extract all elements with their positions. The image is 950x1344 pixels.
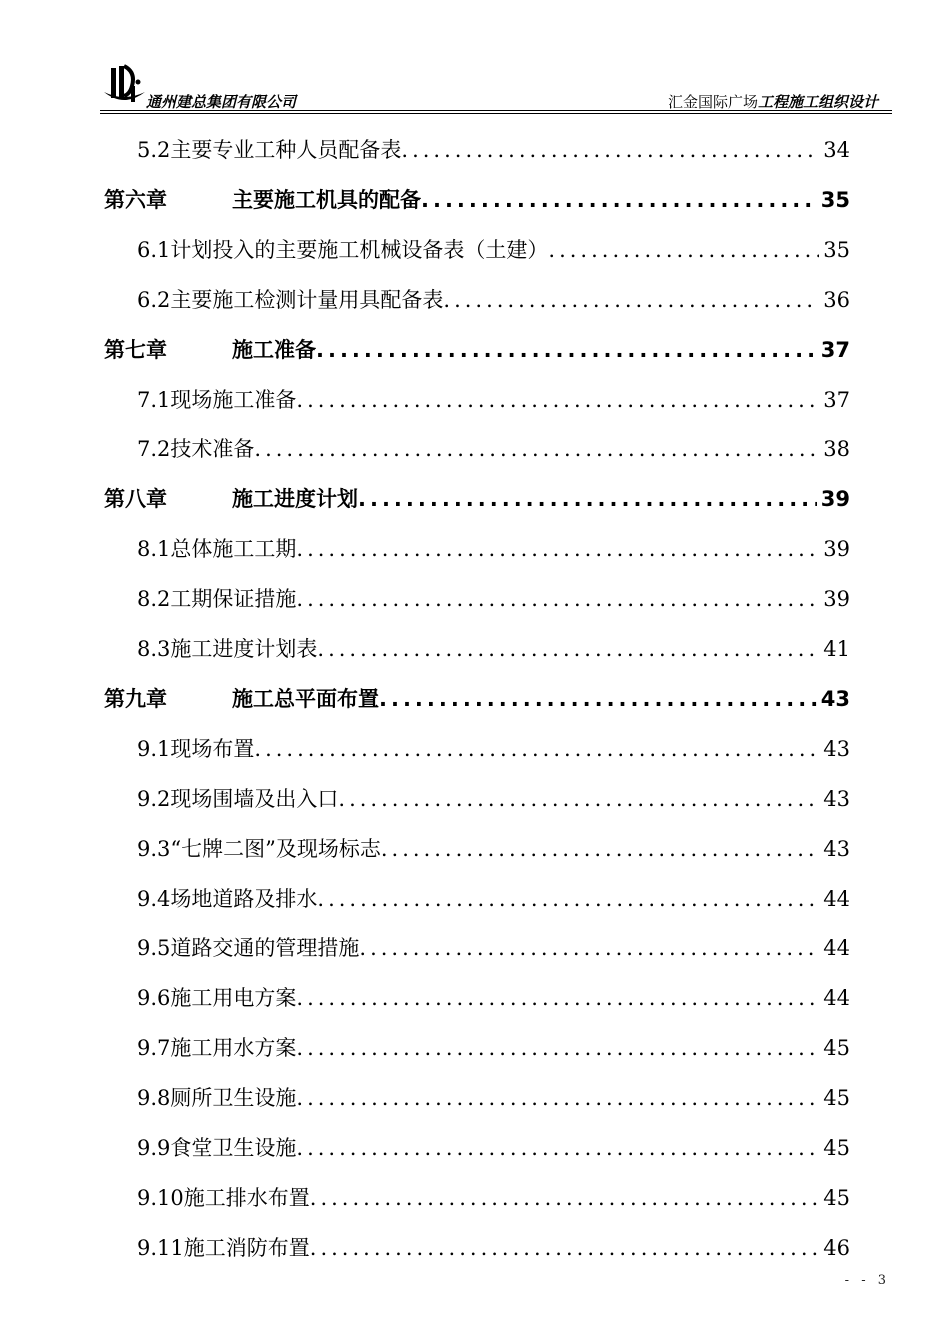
toc-page-number: 45 (823, 1136, 850, 1160)
toc-chapter-number: 第八章 (104, 487, 167, 511)
toc-dot-leader (317, 634, 819, 664)
toc-dot-leader (296, 983, 819, 1013)
toc-page-number: 43 (820, 687, 850, 711)
document-title (668, 91, 878, 112)
header-rule-thin (100, 113, 892, 114)
toc-section-entry[interactable] (137, 1179, 850, 1213)
toc-entry-title: 主要施工机具的配备 (232, 188, 421, 212)
document-type: 工程施工组织设计 (757, 93, 878, 111)
toc-chapter-number: 第六章 (104, 188, 167, 212)
toc-dot-leader (296, 1133, 819, 1163)
toc-page-number: 35 (823, 238, 850, 262)
toc-section-entry[interactable] (137, 780, 850, 814)
toc-page-number: 43 (823, 737, 850, 761)
toc-section-entry[interactable] (137, 880, 850, 914)
toc-section-entry[interactable] (137, 131, 850, 165)
toc-entry-title: 施工进度计划 (232, 487, 358, 511)
toc-chapter-entry[interactable] (104, 181, 850, 215)
toc-chapter-number: 第九章 (104, 687, 167, 711)
toc-entry-title: 8.1总体施工工期 (137, 537, 297, 561)
toc-entry-title: 9.7施工用水方案 (137, 1036, 297, 1060)
toc-dot-leader (296, 1083, 819, 1113)
toc-dot-leader (254, 734, 819, 764)
toc-dot-leader (254, 434, 819, 464)
toc-section-entry[interactable] (137, 1029, 850, 1063)
toc-page-number: 44 (823, 936, 850, 960)
toc-chapter-entry[interactable] (104, 480, 850, 514)
toc-entry-title: 9.3“七牌二图”及现场标志 (137, 837, 381, 861)
toc-dot-leader (310, 1183, 820, 1213)
toc-chapter-entry[interactable] (104, 331, 850, 365)
toc-entry-title: 9.6施工用电方案 (137, 986, 297, 1010)
toc-dot-leader (316, 335, 817, 365)
header-rule (100, 110, 892, 111)
toc-section-entry[interactable] (137, 730, 850, 764)
page-number: - - 3 (844, 1273, 890, 1288)
toc-page-number: 39 (820, 487, 850, 511)
toc-entry-title: 9.1现场布置 (137, 737, 255, 761)
toc-section-entry[interactable] (137, 281, 850, 315)
toc-page-number: 37 (820, 338, 850, 362)
toc-page-number: 39 (823, 587, 850, 611)
toc-entry-title: 5.2主要专业工种人员配备表 (137, 138, 402, 162)
toc-dot-leader (443, 285, 819, 315)
toc-page-number: 34 (823, 138, 850, 162)
toc-dot-leader (548, 235, 819, 265)
toc-entry-title: 施工总平面布置 (232, 687, 379, 711)
toc-entry-title: 施工准备 (232, 338, 316, 362)
toc-section-entry[interactable] (137, 231, 850, 265)
toc-entry-title: 9.10施工排水布置 (137, 1186, 310, 1210)
page-header (100, 62, 892, 114)
toc-page-number: 35 (820, 188, 850, 212)
toc-section-entry[interactable] (137, 381, 850, 415)
toc-entry-title: 6.2主要施工检测计量用具配备表 (137, 288, 444, 312)
toc-section-entry[interactable] (137, 1079, 850, 1113)
toc-page-number: 44 (823, 887, 850, 911)
toc-page-number: 38 (823, 437, 850, 461)
toc-dot-leader (358, 484, 817, 514)
toc-entry-title: 9.2现场围墙及出入口 (137, 787, 339, 811)
toc-section-entry[interactable] (137, 1129, 850, 1163)
toc-entry-title: 7.2技术准备 (137, 437, 255, 461)
toc-section-entry[interactable] (137, 430, 850, 464)
toc-section-entry[interactable] (137, 830, 850, 864)
toc-entry-title: 8.3施工进度计划表 (137, 637, 318, 661)
toc-page-number: 39 (823, 537, 850, 561)
toc-page-number: 45 (823, 1036, 850, 1060)
project-name: 汇金国际广场 (667, 93, 758, 111)
toc-page-number: 45 (823, 1186, 850, 1210)
toc-entry-title: 8.2工期保证措施 (137, 587, 297, 611)
toc-page-number: 41 (823, 637, 850, 661)
toc-dot-leader (310, 1233, 820, 1263)
toc-entry-title: 9.4场地道路及排水 (137, 887, 318, 911)
toc-chapter-entry[interactable] (104, 680, 850, 714)
toc-page-number: 36 (823, 288, 850, 312)
toc-dot-leader (381, 834, 819, 864)
toc-entry-title: 9.9食堂卫生设施 (137, 1136, 297, 1160)
toc-dot-leader (401, 135, 819, 165)
toc-page-number: 46 (823, 1236, 850, 1260)
toc-page-number: 37 (823, 388, 850, 412)
toc-page-number: 45 (823, 1086, 850, 1110)
toc-section-entry[interactable] (137, 530, 850, 564)
toc-dot-leader (421, 185, 817, 215)
toc-entry-title: 9.11施工消防布置 (137, 1236, 310, 1260)
toc-section-entry[interactable] (137, 580, 850, 614)
toc-dot-leader (317, 884, 819, 914)
toc-section-entry[interactable] (137, 979, 850, 1013)
toc-chapter-number: 第七章 (104, 338, 167, 362)
toc-section-entry[interactable] (137, 630, 850, 664)
toc-page-number: 43 (823, 837, 850, 861)
toc-section-entry[interactable] (137, 929, 850, 963)
toc-dot-leader (296, 385, 819, 415)
toc-dot-leader (296, 534, 819, 564)
toc-entry-title: 9.5道路交通的管理措施 (137, 936, 360, 960)
toc-section-entry[interactable] (137, 1229, 850, 1263)
toc-entry-title: 7.1现场施工准备 (137, 388, 297, 412)
toc-page-number: 43 (823, 787, 850, 811)
toc-entry-title: 6.1计划投入的主要施工机械设备表（土建） (137, 238, 549, 262)
toc-dot-leader (359, 933, 819, 963)
toc-dot-leader (296, 584, 819, 614)
toc-dot-leader (379, 684, 817, 714)
toc-dot-leader (338, 784, 819, 814)
company-name: 通州建总集团有限公司 (146, 93, 297, 111)
toc-dot-leader (296, 1033, 819, 1063)
company-logo (102, 62, 146, 106)
toc-page-number: 44 (823, 986, 850, 1010)
toc-entry-title: 9.8厕所卫生设施 (137, 1086, 297, 1110)
